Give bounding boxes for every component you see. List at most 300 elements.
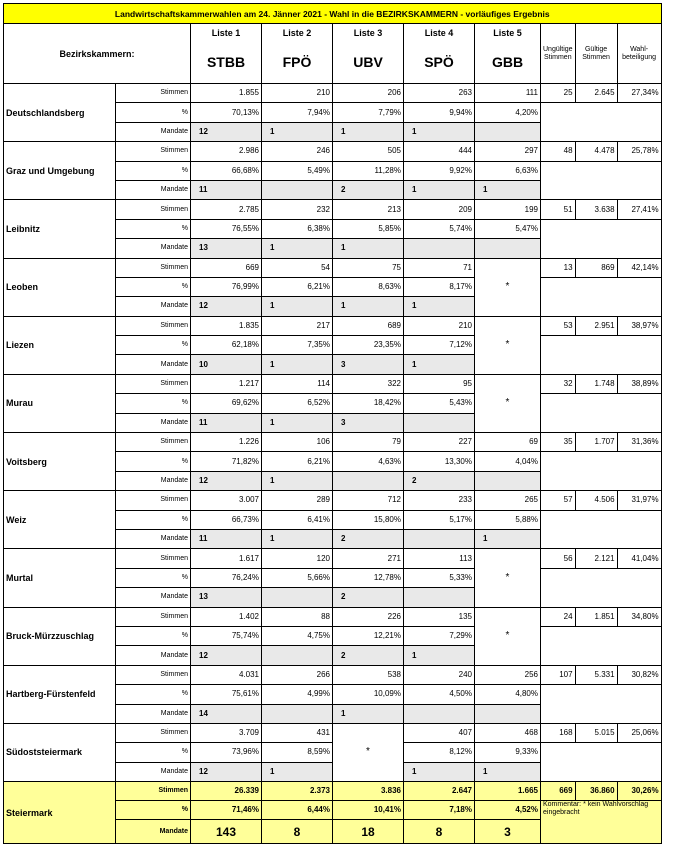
total-mandates-cell: 3 (475, 820, 541, 844)
votes-cell: 505 (333, 142, 404, 161)
mandates-cell (404, 239, 475, 258)
votes-cell: 265 (475, 491, 541, 510)
pct-cell: 6,41% (262, 510, 333, 529)
pct-cell: 76,24% (191, 568, 262, 587)
mandates-cell: 1 (262, 355, 333, 374)
votes-cell: 69 (475, 433, 541, 452)
no-candidate-marker: * (475, 316, 541, 374)
votes-cell: 2.785 (191, 200, 262, 219)
mandates-cell (475, 704, 541, 723)
votes-cell: 75 (333, 258, 404, 277)
turnout-cell: 25,06% (617, 723, 661, 742)
total-votes-cell: 26.339 (191, 782, 262, 801)
turnout-cell: 31,97% (617, 491, 661, 510)
pct-cell: 4,80% (475, 685, 541, 704)
total-mandates-cell: 143 (191, 820, 262, 844)
row-label-pct: % (116, 452, 191, 471)
votes-cell: 1.217 (191, 374, 262, 393)
pct-cell: 18,42% (333, 394, 404, 413)
row-label-pct: % (116, 103, 191, 122)
votes-cell: 1.835 (191, 316, 262, 335)
votes-cell: 689 (333, 316, 404, 335)
pct-cell: 66,68% (191, 161, 262, 180)
pct-cell: 5,66% (262, 568, 333, 587)
total-name: Steiermark (4, 782, 116, 844)
district-votes-row (4, 316, 662, 335)
mandates-cell (262, 704, 333, 723)
invalid-votes-cell: 53 (541, 316, 576, 335)
mandates-cell: 13 (191, 588, 262, 607)
pct-cell: 6,38% (262, 219, 333, 238)
row-label-pct: % (116, 219, 191, 238)
row-label-votes: Stimmen (116, 665, 191, 684)
table-title: Landwirtschaftskammerwahlen am 24. Jänner 2021 - Wahl in die BEZIRKSKAMMERN - vorläufiges Ergebnis (4, 4, 662, 24)
pct-cell: 5,33% (404, 568, 475, 587)
pct-cell: 5,43% (404, 394, 475, 413)
votes-cell: 114 (262, 374, 333, 393)
row-label-votes: Stimmen (116, 142, 191, 161)
votes-cell: 468 (475, 723, 541, 742)
pct-cell: 8,59% (262, 743, 333, 762)
district-votes-row (4, 723, 662, 742)
mandates-cell: 2 (333, 180, 404, 199)
mandates-cell (475, 471, 541, 490)
turnout-cell: 27,41% (617, 200, 661, 219)
no-candidate-marker: * (475, 549, 541, 607)
votes-cell: 4.031 (191, 665, 262, 684)
row-label-votes: Stimmen (116, 433, 191, 452)
invalid-votes-cell: 35 (541, 433, 576, 452)
district-name: Voitsberg (4, 433, 116, 491)
pct-cell: 8,17% (404, 277, 475, 296)
votes-cell: 206 (333, 84, 404, 103)
votes-cell: 3.007 (191, 491, 262, 510)
empty-cell (541, 336, 662, 375)
invalid-votes-cell: 168 (541, 723, 576, 742)
votes-cell: 444 (404, 142, 475, 161)
empty-cell (541, 568, 662, 607)
votes-cell: 233 (404, 491, 475, 510)
pct-cell: 7,35% (262, 336, 333, 355)
votes-cell: 266 (262, 665, 333, 684)
empty-cell (541, 626, 662, 665)
total-pct-cell: 6,44% (262, 801, 333, 820)
mandates-cell: 11 (191, 180, 262, 199)
total-votes-cell: 2.647 (404, 782, 475, 801)
mandates-cell: 1 (404, 297, 475, 316)
valid-votes-cell: 5.015 (575, 723, 617, 742)
mandates-cell: 14 (191, 704, 262, 723)
empty-cell (541, 452, 662, 491)
district-votes-row (4, 607, 662, 626)
pct-cell: 76,99% (191, 277, 262, 296)
mandates-cell (404, 413, 475, 432)
pct-cell: 4,20% (475, 103, 541, 122)
total-votes-cell: 3.836 (333, 782, 404, 801)
total-pct-cell: 71,46% (191, 801, 262, 820)
mandates-cell (262, 588, 333, 607)
mandates-cell: 1 (404, 762, 475, 781)
votes-cell: 209 (404, 200, 475, 219)
district-name: Liezen (4, 316, 116, 374)
mandates-cell: 1 (262, 529, 333, 548)
liste-2-label: Liste 2 (262, 24, 333, 42)
total-turnout-cell: 30,26% (617, 782, 661, 801)
pct-cell: 15,80% (333, 510, 404, 529)
row-label-mandates: Mandate (116, 820, 191, 844)
valid-votes-cell: 1.748 (575, 374, 617, 393)
votes-cell: 669 (191, 258, 262, 277)
votes-cell: 88 (262, 607, 333, 626)
invalid-votes-cell: 51 (541, 200, 576, 219)
row-label-mandates: Mandate (116, 297, 191, 316)
turnout-cell: 38,97% (617, 316, 661, 335)
votes-cell: 256 (475, 665, 541, 684)
row-label-pct: % (116, 685, 191, 704)
results-table (3, 3, 662, 844)
mandates-cell: 1 (333, 704, 404, 723)
votes-cell: 217 (262, 316, 333, 335)
mandates-cell: 12 (191, 646, 262, 665)
pct-cell: 4,99% (262, 685, 333, 704)
pct-cell: 5,17% (404, 510, 475, 529)
district-name: Leibnitz (4, 200, 116, 258)
pct-cell: 69,62% (191, 394, 262, 413)
pct-cell: 11,28% (333, 161, 404, 180)
valid-votes-cell: 4.506 (575, 491, 617, 510)
valid-votes-cell: 2.645 (575, 84, 617, 103)
pct-cell: 76,55% (191, 219, 262, 238)
liste-5-name: GBB (475, 42, 541, 84)
votes-cell: 111 (475, 84, 541, 103)
mandates-cell: 3 (333, 355, 404, 374)
pct-cell: 5,49% (262, 161, 333, 180)
no-candidate-marker: * (475, 374, 541, 432)
row-label-pct: % (116, 510, 191, 529)
total-votes-row (4, 782, 662, 801)
mandates-cell: 1 (262, 239, 333, 258)
total-mandates-cell: 8 (262, 820, 333, 844)
votes-cell: 407 (404, 723, 475, 742)
pct-cell: 4,50% (404, 685, 475, 704)
empty-cell (541, 394, 662, 433)
mandates-cell: 3 (333, 413, 404, 432)
pct-cell: 8,12% (404, 743, 475, 762)
district-votes-row (4, 491, 662, 510)
row-label-mandates: Mandate (116, 413, 191, 432)
pct-cell: 8,63% (333, 277, 404, 296)
mandates-cell: 1 (404, 355, 475, 374)
total-pct-cell: 4,52% (475, 801, 541, 820)
votes-cell: 271 (333, 549, 404, 568)
total-mandates-cell: 8 (404, 820, 475, 844)
pct-cell: 7,94% (262, 103, 333, 122)
total-pct-cell: 7,18% (404, 801, 475, 820)
mandates-cell (262, 646, 333, 665)
votes-cell: 226 (333, 607, 404, 626)
votes-cell: 240 (404, 665, 475, 684)
liste-3-name: UBV (333, 42, 404, 84)
votes-cell: 297 (475, 142, 541, 161)
invalid-votes-cell: 107 (541, 665, 576, 684)
row-label-mandates: Mandate (116, 122, 191, 141)
mandates-cell: 1 (262, 762, 333, 781)
votes-cell: 1.855 (191, 84, 262, 103)
votes-cell: 289 (262, 491, 333, 510)
votes-cell: 1.402 (191, 607, 262, 626)
row-label-votes: Stimmen (116, 549, 191, 568)
votes-cell: 79 (333, 433, 404, 452)
total-votes-cell: 2.373 (262, 782, 333, 801)
row-label-mandates: Mandate (116, 355, 191, 374)
votes-cell: 213 (333, 200, 404, 219)
mandates-cell: 2 (333, 646, 404, 665)
valid-votes-cell: 1.851 (575, 607, 617, 626)
row-label-votes: Stimmen (116, 316, 191, 335)
votes-cell: 210 (262, 84, 333, 103)
row-label-mandates: Mandate (116, 762, 191, 781)
valid-votes-cell: 4.478 (575, 142, 617, 161)
district-name: Südoststeiermark (4, 723, 116, 781)
comment-note: Kommentar: * kein Wahlvorschlag eingebracht (541, 801, 662, 844)
mandates-cell: 2 (333, 529, 404, 548)
votes-cell: 712 (333, 491, 404, 510)
total-body (4, 782, 662, 844)
valid-votes-cell: 1.707 (575, 433, 617, 452)
results-sheet (3, 3, 662, 844)
no-candidate-marker: * (475, 258, 541, 316)
mandates-cell: 12 (191, 471, 262, 490)
mandates-cell: 1 (333, 297, 404, 316)
mandates-cell: 1 (475, 529, 541, 548)
row-label-mandates: Mandate (116, 646, 191, 665)
empty-cell (541, 103, 662, 142)
district-name: Bruck-Mürzzuschlag (4, 607, 116, 665)
pct-cell: 6,21% (262, 277, 333, 296)
empty-cell (541, 685, 662, 724)
liste-4-name: SPÖ (404, 42, 475, 84)
mandates-cell: 1 (333, 122, 404, 141)
valid-votes-cell: 2.121 (575, 549, 617, 568)
district-name: Weiz (4, 491, 116, 549)
row-label-mandates: Mandate (116, 239, 191, 258)
pct-cell: 13,30% (404, 452, 475, 471)
votes-cell: 135 (404, 607, 475, 626)
district-name: Graz und Umgebung (4, 142, 116, 200)
mandates-cell (404, 588, 475, 607)
pct-cell: 70,13% (191, 103, 262, 122)
valid-votes-header: Gültige Stimmen (575, 24, 617, 84)
pct-cell: 5,47% (475, 219, 541, 238)
votes-cell: 1.617 (191, 549, 262, 568)
mandates-cell (333, 471, 404, 490)
row-label-mandates: Mandate (116, 471, 191, 490)
total-votes-cell: 1.665 (475, 782, 541, 801)
pct-cell: 10,09% (333, 685, 404, 704)
row-label-pct: % (116, 277, 191, 296)
row-label-mandates: Mandate (116, 529, 191, 548)
district-votes-row (4, 433, 662, 452)
pct-cell: 62,18% (191, 336, 262, 355)
mandates-cell (404, 529, 475, 548)
votes-cell: 227 (404, 433, 475, 452)
district-votes-row (4, 258, 662, 277)
turnout-cell: 27,34% (617, 84, 661, 103)
district-name: Murtal (4, 549, 116, 607)
empty-cell (541, 161, 662, 200)
mandates-cell: 12 (191, 762, 262, 781)
pct-cell: 7,12% (404, 336, 475, 355)
votes-cell: 54 (262, 258, 333, 277)
pct-cell: 7,79% (333, 103, 404, 122)
mandates-cell: 2 (333, 588, 404, 607)
turnout-cell: 34,80% (617, 607, 661, 626)
valid-votes-cell: 2.951 (575, 316, 617, 335)
votes-cell: 1.226 (191, 433, 262, 452)
votes-cell: 95 (404, 374, 475, 393)
district-votes-row (4, 549, 662, 568)
liste-1-name: STBB (191, 42, 262, 84)
district-votes-row (4, 142, 662, 161)
mandates-cell: 1 (404, 180, 475, 199)
invalid-votes-cell: 24 (541, 607, 576, 626)
invalid-votes-cell: 57 (541, 491, 576, 510)
pct-cell: 5,74% (404, 219, 475, 238)
turnout-cell: 42,14% (617, 258, 661, 277)
row-label-votes: Stimmen (116, 258, 191, 277)
total-valid-cell: 36.860 (575, 782, 617, 801)
mandates-cell: 12 (191, 297, 262, 316)
row-label-mandates: Mandate (116, 180, 191, 199)
mandates-cell: 11 (191, 413, 262, 432)
row-label-pct: % (116, 336, 191, 355)
invalid-votes-cell: 25 (541, 84, 576, 103)
valid-votes-cell: 3.638 (575, 200, 617, 219)
invalid-votes-header: Ungültige Stimmen (541, 24, 576, 84)
row-label-votes: Stimmen (116, 607, 191, 626)
pct-cell: 75,74% (191, 626, 262, 645)
pct-cell: 5,85% (333, 219, 404, 238)
row-label-votes: Stimmen (116, 782, 191, 801)
district-votes-row (4, 374, 662, 393)
mandates-cell: 1 (404, 122, 475, 141)
total-mandates-cell: 18 (333, 820, 404, 844)
empty-cell (541, 219, 662, 258)
mandates-cell: 13 (191, 239, 262, 258)
mandates-cell: 1 (262, 413, 333, 432)
liste-1-label: Liste 1 (191, 24, 262, 42)
mandates-cell: 1 (262, 297, 333, 316)
turnout-header: Wahl-beteiligung (617, 24, 661, 84)
mandates-cell: 1 (262, 122, 333, 141)
invalid-votes-cell: 48 (541, 142, 576, 161)
mandates-cell (475, 122, 541, 141)
invalid-votes-cell: 32 (541, 374, 576, 393)
turnout-cell: 41,04% (617, 549, 661, 568)
row-label-mandates: Mandate (116, 588, 191, 607)
total-pct-cell: 10,41% (333, 801, 404, 820)
districts-body (4, 84, 662, 782)
votes-cell: 2.986 (191, 142, 262, 161)
pct-cell: 5,88% (475, 510, 541, 529)
row-label-votes: Stimmen (116, 491, 191, 510)
votes-cell: 431 (262, 723, 333, 742)
row-label-votes: Stimmen (116, 84, 191, 103)
turnout-cell: 38,89% (617, 374, 661, 393)
pct-cell: 4,75% (262, 626, 333, 645)
pct-cell: 6,63% (475, 161, 541, 180)
votes-cell: 322 (333, 374, 404, 393)
mandates-cell: 1 (262, 471, 333, 490)
votes-cell: 210 (404, 316, 475, 335)
mandates-cell (262, 180, 333, 199)
empty-cell (541, 277, 662, 316)
valid-votes-cell: 869 (575, 258, 617, 277)
pct-cell: 66,73% (191, 510, 262, 529)
mandates-cell: 10 (191, 355, 262, 374)
district-name: Deutschlandsberg (4, 84, 116, 142)
pct-cell: 7,29% (404, 626, 475, 645)
mandates-cell: 1 (404, 646, 475, 665)
votes-cell: 232 (262, 200, 333, 219)
pct-cell: 23,35% (333, 336, 404, 355)
pct-cell: 73,96% (191, 743, 262, 762)
pct-cell: 75,61% (191, 685, 262, 704)
mandates-cell: 1 (475, 762, 541, 781)
row-label-votes: Stimmen (116, 723, 191, 742)
votes-cell: 120 (262, 549, 333, 568)
district-name: Leoben (4, 258, 116, 316)
turnout-cell: 30,82% (617, 665, 661, 684)
row-label-pct: % (116, 743, 191, 762)
row-label-pct: % (116, 801, 191, 820)
pct-cell: 4,04% (475, 452, 541, 471)
votes-cell: 263 (404, 84, 475, 103)
total-invalid-cell: 669 (541, 782, 576, 801)
row-label-pct: % (116, 626, 191, 645)
pct-cell: 9,94% (404, 103, 475, 122)
mandates-cell: 11 (191, 529, 262, 548)
turnout-cell: 25,78% (617, 142, 661, 161)
mandates-cell: 1 (333, 239, 404, 258)
row-label-mandates: Mandate (116, 704, 191, 723)
liste-4-label: Liste 4 (404, 24, 475, 42)
liste-5-label: Liste 5 (475, 24, 541, 42)
votes-cell: 3.709 (191, 723, 262, 742)
mandates-cell: 2 (404, 471, 475, 490)
empty-cell (541, 510, 662, 549)
row-label-pct: % (116, 568, 191, 587)
liste-2-name: FPÖ (262, 42, 333, 84)
mandates-cell (404, 704, 475, 723)
pct-cell: 12,21% (333, 626, 404, 645)
pct-cell: 4,63% (333, 452, 404, 471)
votes-cell: 538 (333, 665, 404, 684)
row-label-votes: Stimmen (116, 374, 191, 393)
invalid-votes-cell: 56 (541, 549, 576, 568)
votes-cell: 106 (262, 433, 333, 452)
liste-3-label: Liste 3 (333, 24, 404, 42)
turnout-cell: 31,36% (617, 433, 661, 452)
pct-cell: 9,92% (404, 161, 475, 180)
district-name: Hartberg-Fürstenfeld (4, 665, 116, 723)
votes-cell: 113 (404, 549, 475, 568)
district-votes-row (4, 665, 662, 684)
pct-cell: 71,82% (191, 452, 262, 471)
invalid-votes-cell: 13 (541, 258, 576, 277)
mandates-cell: 12 (191, 122, 262, 141)
district-name: Murau (4, 374, 116, 432)
